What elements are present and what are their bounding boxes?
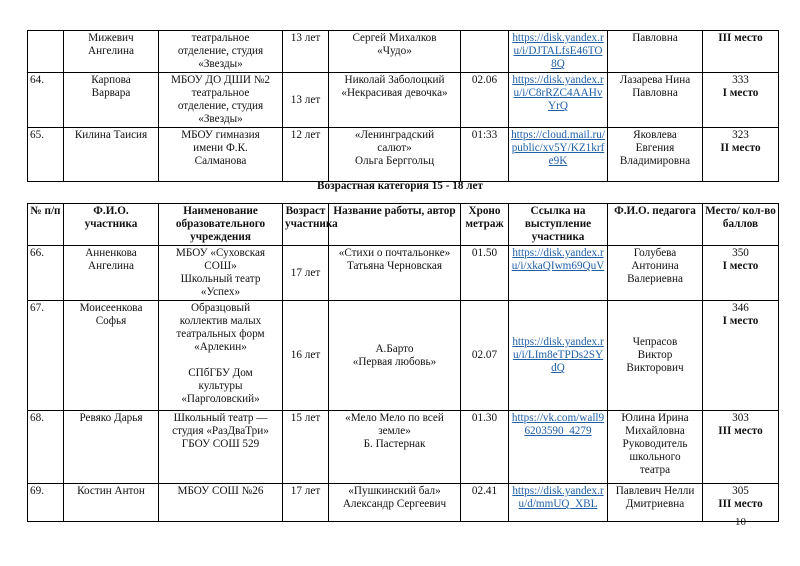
place: I место	[722, 260, 759, 272]
table-row	[28, 301, 779, 411]
score: 323	[732, 129, 749, 141]
table-row	[28, 411, 779, 484]
table-row	[28, 246, 779, 301]
cell-place	[703, 73, 779, 128]
cell-participant-name: Ревяко Дарья	[64, 411, 159, 484]
cell-performance-link	[509, 128, 608, 182]
place: III место	[718, 32, 763, 44]
cell-participant-age: 16 лет	[283, 301, 329, 411]
cell-duration: 02.06	[461, 73, 509, 128]
header-col-number: № п/п	[28, 204, 64, 246]
cell-teacher-name: Павловна	[608, 31, 703, 73]
place: III место	[718, 498, 763, 510]
cell-school-name: МБОУ «Суховская СОШ» Школьный театр «Успех»	[159, 246, 283, 301]
table-row	[28, 128, 779, 182]
cell-row-number: 66.	[28, 246, 64, 301]
cell-work-title: Николай Заболоцкий «Некрасивая девочка»	[329, 73, 461, 128]
header-col-link: Ссылка на выступление участника	[509, 204, 608, 246]
performance-link[interactable]: https://disk.yandex.ru/i/xkaQIwm69QuV	[511, 247, 605, 272]
cell-performance-link	[509, 484, 608, 522]
place: II место	[720, 142, 761, 154]
score: 350	[732, 247, 749, 259]
cell-participant-age: 17 лет	[283, 484, 329, 522]
cell-teacher-name: Лазарева Нина Павловна	[608, 73, 703, 128]
header-col-participant: Ф.И.О. участника	[64, 204, 159, 246]
performance-link[interactable]: https://disk.yandex.ru/i/C8rRZC4AAHvYrQ	[512, 74, 604, 112]
cell-teacher-name: Яковлева Евгения Владимировна	[608, 128, 703, 182]
cell-teacher-name: Чепрасов Виктор Викторович	[608, 301, 703, 411]
table-row	[28, 73, 779, 128]
cell-participant-age: 13 лет	[283, 31, 329, 73]
header-col-duration: Хроно метраж	[461, 204, 509, 246]
cell-row-number: 67.	[28, 301, 64, 411]
performance-link[interactable]: https://disk.yandex.ru/i/DJTALfsE46TO8Q	[512, 32, 604, 70]
cell-teacher-name: Голубева Антонина Валериевна	[608, 246, 703, 301]
cell-row-number: 69.	[28, 484, 64, 522]
cell-participant-name: Костин Антон	[64, 484, 159, 522]
cell-participant-name: Моисеенкова Софья	[64, 301, 159, 411]
cell-performance-link	[509, 301, 608, 411]
header-col-place: Место/ кол-во баллов	[703, 204, 779, 246]
header-col-age: Возраст участника	[283, 204, 329, 246]
cell-work-title: Сергей Михалков «Чудо»	[329, 31, 461, 73]
page-number: 10	[735, 516, 746, 528]
cell-participant-name: Килина Таисия	[64, 128, 159, 182]
cell-participant-age: 12 лет	[283, 128, 329, 182]
cell-school-name: Школьный театр — студия «РазДваТри» ГБОУ СОШ 529	[159, 411, 283, 484]
cell-duration: 01.30	[461, 411, 509, 484]
cell-duration: 01:33	[461, 128, 509, 182]
table-header-row	[28, 204, 779, 246]
cell-performance-link	[509, 73, 608, 128]
cell-school-name: МБОУ ДО ДШИ №2 театральное отделение, студия «Звезды»	[159, 73, 283, 128]
score: 333	[732, 74, 749, 86]
cell-school-name: театральное отделение, студия «Звезды»	[159, 31, 283, 73]
cell-performance-link	[509, 31, 608, 73]
cell-place	[703, 411, 779, 484]
cell-work-title: «Ленинградский салют» Ольга Берггольц	[329, 128, 461, 182]
score: 346	[732, 302, 749, 314]
cell-work-title: «Мело Мело по всей земле» Б. Пастернак	[329, 411, 461, 484]
table-row	[28, 31, 779, 73]
performance-link[interactable]: https://cloud.mail.ru/public/xv5Y/KZ1krfe9K	[511, 129, 605, 167]
cell-row-number: 65.	[28, 128, 64, 182]
performance-link[interactable]: https://vk.com/wall96203590_4279	[511, 412, 605, 437]
score: 305	[732, 485, 749, 497]
cell-place	[703, 31, 779, 73]
place: I место	[722, 315, 759, 327]
cell-work-title: «Стихи о почтальонке» Татьяна Черновская	[329, 246, 461, 301]
cell-participant-name: Карпова Варвара	[64, 73, 159, 128]
place: III место	[718, 425, 763, 437]
cell-work-title: А.Барто «Первая любовь»	[329, 301, 461, 411]
cell-school-name: МБОУ гимназия имени Ф.К. Салманова	[159, 128, 283, 182]
cell-participant-age: 17 лет	[283, 246, 329, 301]
header-col-school: Наименование образовательного учреждения	[159, 204, 283, 246]
cell-teacher-name: Юлина Ирина Михайловна Руководитель школьного театра	[608, 411, 703, 484]
cell-performance-link	[509, 411, 608, 484]
cell-place	[703, 246, 779, 301]
cell-duration: 02.07	[461, 301, 509, 411]
results-table-age-12-14	[27, 30, 779, 182]
cell-participant-name: Анненкова Ангелина	[64, 246, 159, 301]
cell-school-name: МБОУ СОШ №26	[159, 484, 283, 522]
cell-duration: 02.41	[461, 484, 509, 522]
cell-participant-age: 15 лет	[283, 411, 329, 484]
table-row	[28, 484, 779, 522]
performance-link[interactable]: https://disk.yandex.ru/d/mmUQ_XBL	[512, 485, 604, 510]
cell-teacher-name: Павлевич Нелли Дмитриевна	[608, 484, 703, 522]
cell-duration: 01.50	[461, 246, 509, 301]
cell-row-number: 64.	[28, 73, 64, 128]
cell-participant-age: 13 лет	[283, 73, 329, 128]
header-col-work: Название работы, автор	[329, 204, 461, 246]
place: I место	[722, 87, 759, 99]
performance-link[interactable]: https://disk.yandex.ru/i/LIm8eTPDs2SYdQ	[512, 336, 604, 374]
cell-place	[703, 128, 779, 182]
cell-place	[703, 301, 779, 411]
header-col-teacher: Ф.И.О. педагога	[608, 204, 703, 246]
cell-row-number	[28, 31, 64, 73]
score: 303	[732, 412, 749, 424]
cell-school-name: Образцовый коллектив малых театральных форм «Арлекин» СПбГБУ Дом культуры «Парголовский»	[159, 301, 283, 411]
cell-duration	[461, 31, 509, 73]
cell-row-number: 68.	[28, 411, 64, 484]
cell-work-title: «Пушкинский бал» Александр Сергеевич	[329, 484, 461, 522]
age-category-heading: Возрастная категория 15 - 18 лет	[317, 180, 483, 192]
cell-performance-link	[509, 246, 608, 301]
results-table-age-15-18	[27, 203, 779, 522]
cell-participant-name: Мижевич Ангелина	[64, 31, 159, 73]
